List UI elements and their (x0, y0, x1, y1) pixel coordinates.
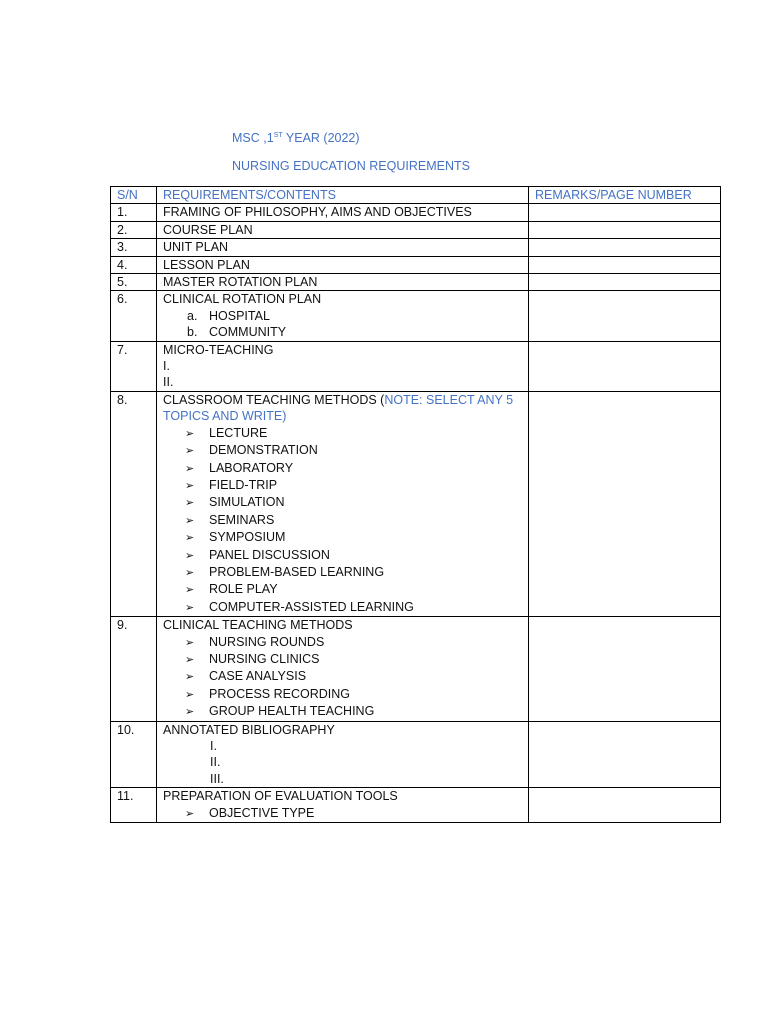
list-item: ➢ DEMONSTRATION (163, 442, 522, 459)
row-remarks (529, 204, 721, 221)
list-item: ➢ GROUP HEALTH TEACHING (163, 703, 522, 720)
document-title: MSC ,1ST YEAR (2022) (232, 131, 360, 145)
arrow-bullet-icon: ➢ (185, 479, 195, 492)
table-row (111, 341, 721, 391)
row-requirement: LESSON PLAN (157, 256, 529, 273)
row-remarks (529, 239, 721, 256)
arrow-bullet-icon: ➢ (185, 671, 195, 684)
row-sn: 11. (111, 788, 157, 823)
table-header-row (111, 187, 721, 204)
list-item: ➢ PANEL DISCUSSION (163, 547, 522, 564)
list-item: ➢ COMPUTER-ASSISTED LEARNING (163, 599, 522, 616)
table-row (111, 204, 721, 221)
table-row (111, 617, 721, 721)
row-remarks (529, 274, 721, 291)
requirement-note: NOTE: SELECT ANY 5 TOPICS AND WRITE) (163, 392, 514, 424)
table-row (111, 788, 721, 823)
arrow-bullet-icon: ➢ (185, 514, 195, 527)
row-requirement: COURSE PLAN (157, 221, 529, 238)
list-item: II. (210, 755, 221, 770)
requirements-table (110, 186, 721, 823)
row-requirement: UNIT PLAN (157, 239, 529, 256)
row-remarks (529, 256, 721, 273)
document-subtitle: NURSING EDUCATION REQUIREMENTS (232, 159, 470, 173)
table-row (111, 391, 721, 616)
requirement-title: MICRO-TEACHING (163, 342, 274, 357)
header-remarks: REMARKS/PAGE NUMBER (529, 187, 721, 204)
arrow-bullet-icon: ➢ (185, 706, 195, 719)
header-sn: S/N (111, 187, 157, 204)
row-requirement (157, 341, 529, 391)
list-item: ➢ CASE ANALYSIS (163, 668, 522, 685)
list-item: ➢ OBJECTIVE TYPE (163, 805, 522, 822)
row-sn: 6. (111, 291, 157, 341)
list-item: ➢ LABORATORY (163, 460, 522, 477)
arrow-bullet-icon: ➢ (185, 462, 195, 475)
arrow-bullet-icon: ➢ (185, 445, 195, 458)
list-item: I. (210, 739, 217, 753)
list-item: ➢ FIELD-TRIP (163, 477, 522, 494)
arrow-bullet-icon: ➢ (185, 584, 195, 597)
requirement-title: CLINICAL ROTATION PLAN (163, 292, 322, 307)
requirement-title: CLASSROOM TEACHING METHODS ( (163, 392, 385, 407)
arrow-bullet-icon: ➢ (185, 427, 195, 440)
arrow-bullet-icon: ➢ (185, 688, 195, 701)
row-remarks (529, 221, 721, 238)
list-item: ➢ SIMULATION (163, 494, 522, 511)
row-requirement (157, 391, 529, 616)
list-item: ➢ NURSING ROUNDS (163, 634, 522, 651)
row-requirement (157, 788, 529, 823)
arrow-bullet-icon: ➢ (185, 601, 195, 614)
requirement-title: PREPARATION OF EVALUATION TOOLS (163, 789, 398, 804)
arrow-bullet-icon: ➢ (185, 532, 195, 545)
list-item: ➢ LECTURE (163, 425, 522, 442)
row-sn: 9. (111, 617, 157, 721)
header-requirements: REQUIREMENTS/CONTENTS (157, 187, 529, 204)
arrow-bullet-icon: ➢ (185, 549, 195, 562)
row-remarks (529, 391, 721, 616)
row-requirement (157, 617, 529, 721)
row-requirement (157, 291, 529, 341)
list-item: a. HOSPITAL (187, 308, 270, 323)
table-row (111, 239, 721, 256)
row-sn: 1. (111, 204, 157, 221)
arrow-bullet-icon: ➢ (185, 566, 195, 579)
row-remarks (529, 617, 721, 721)
row-remarks (529, 291, 721, 341)
row-remarks (529, 788, 721, 823)
row-sn: 7. (111, 341, 157, 391)
list-item: ➢ PROBLEM-BASED LEARNING (163, 564, 522, 581)
arrow-bullet-icon: ➢ (185, 653, 195, 666)
row-requirement (157, 721, 529, 788)
row-sn: 2. (111, 221, 157, 238)
list-item: ➢ ROLE PLAY (163, 581, 522, 598)
row-sn: 4. (111, 256, 157, 273)
list-item: I. (163, 359, 170, 374)
arrow-bullet-icon: ➢ (185, 636, 195, 649)
table-row (111, 221, 721, 238)
row-remarks (529, 341, 721, 391)
arrow-bullet-icon: ➢ (185, 807, 195, 820)
list-item: III. (210, 771, 224, 786)
row-requirement: FRAMING OF PHILOSOPHY, AIMS AND OBJECTIVES (157, 204, 529, 221)
list-item: b. COMMUNITY (187, 325, 287, 340)
list-item: ➢ NURSING CLINICS (163, 651, 522, 668)
table-row (111, 291, 721, 341)
row-remarks (529, 721, 721, 788)
table-row (111, 721, 721, 788)
list-item: ➢ SEMINARS (163, 512, 522, 529)
row-sn: 3. (111, 239, 157, 256)
list-item: II. (163, 375, 174, 390)
list-item: ➢ PROCESS RECORDING (163, 686, 522, 703)
row-requirement: MASTER ROTATION PLAN (157, 274, 529, 291)
requirement-title: CLINICAL TEACHING METHODS (163, 618, 353, 633)
row-sn: 8. (111, 391, 157, 616)
list-item: ➢ SYMPOSIUM (163, 529, 522, 546)
row-sn: 10. (111, 721, 157, 788)
table-row (111, 256, 721, 273)
table-row (111, 274, 721, 291)
arrow-bullet-icon: ➢ (185, 497, 195, 510)
requirement-title: ANNOTATED BIBLIOGRAPHY (163, 722, 335, 737)
row-sn: 5. (111, 274, 157, 291)
